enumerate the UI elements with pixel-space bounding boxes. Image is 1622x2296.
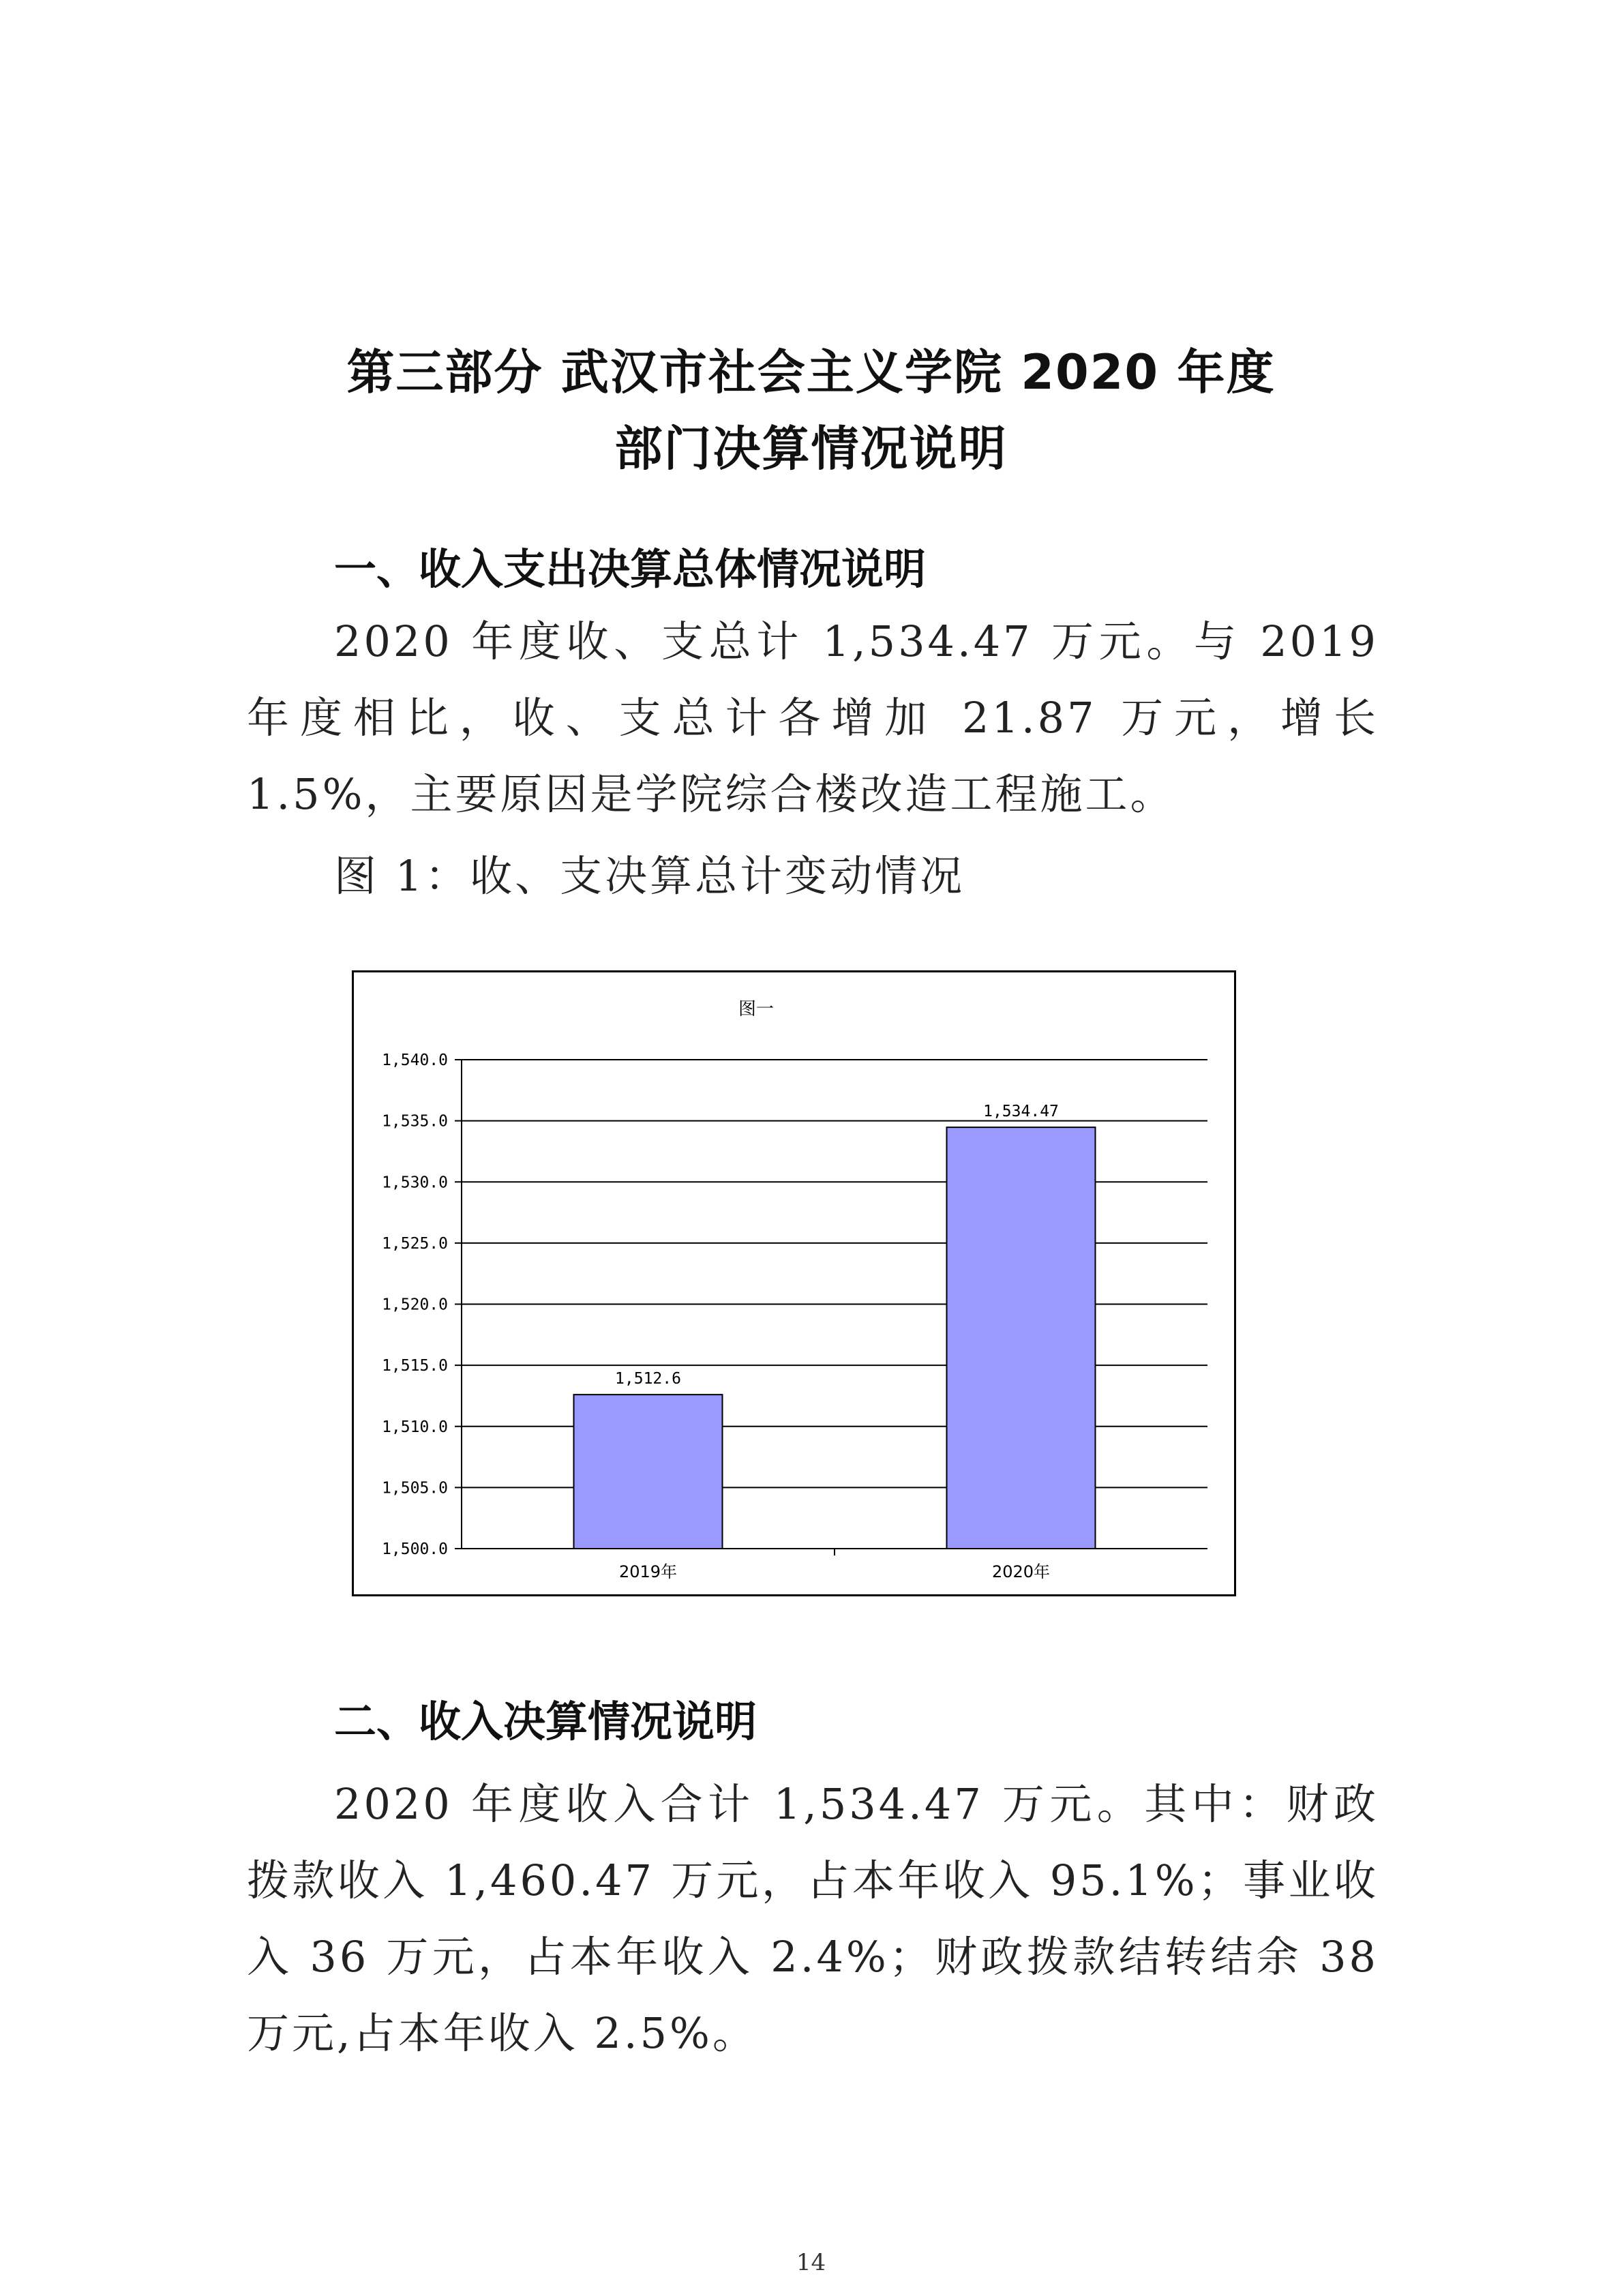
chart-y-axis bbox=[382, 1052, 462, 1558]
document-title-line2: 部门决算情况说明 bbox=[614, 421, 1008, 477]
y-tick-label: 1,535.0 bbox=[382, 1112, 448, 1131]
y-tick-label: 1,530.0 bbox=[382, 1174, 448, 1192]
data-label: 1,512.6 bbox=[615, 1370, 681, 1388]
y-tick-label: 1,525.0 bbox=[382, 1234, 448, 1253]
y-tick-label: 1,540.0 bbox=[382, 1052, 448, 1069]
y-tick-label: 1,500.0 bbox=[382, 1540, 448, 1558]
chart-bars bbox=[574, 1103, 1096, 1549]
section2-paragraph: 2020 年度收入合计 1,534.47 万元。其中：财政拨款收入 1,460.47 万元，占本年收入 95.1%；事业收入 36 万元，占本年收入 2.4%；财政拨款结转结余 38 万元,占本年收入 2.5%。 bbox=[247, 1779, 1379, 2058]
x-tick-label: 2019年 bbox=[618, 1562, 678, 1581]
bar-chart-frame bbox=[352, 970, 1236, 1596]
y-tick-label: 1,520.0 bbox=[382, 1296, 448, 1314]
figure1-caption: 图 1：收、支决算总计变动情况 bbox=[334, 851, 965, 901]
y-tick-label: 1,510.0 bbox=[382, 1418, 448, 1436]
chart-title: 图一 bbox=[738, 999, 775, 1019]
section1-paragraph: 2020 年度收、支总计 1,534.47 万元。与 2019 年度相比，收、支总计各增加 21.87 万元，增长 1.5%，主要原因是学院综合楼改造工程施工。 bbox=[247, 616, 1379, 819]
bar-chart bbox=[354, 972, 1234, 1594]
section2-heading: 二、收入决算情况说明 bbox=[334, 1697, 757, 1746]
bar-2020年 bbox=[947, 1127, 1096, 1549]
chart-x-axis bbox=[462, 1549, 1207, 1581]
data-label: 1,534.47 bbox=[983, 1103, 1059, 1121]
document-title-line1: 第三部分 武汉市社会主义学院 2020 年度 bbox=[346, 344, 1276, 400]
x-tick-label: 2020年 bbox=[991, 1562, 1051, 1581]
y-tick-label: 1,515.0 bbox=[382, 1357, 448, 1375]
y-tick-label: 1,505.0 bbox=[382, 1479, 448, 1497]
bar-2019年 bbox=[574, 1395, 723, 1549]
section1-heading: 一、收入支出决算总体情况说明 bbox=[334, 544, 927, 594]
page-number: 14 bbox=[796, 2249, 826, 2276]
